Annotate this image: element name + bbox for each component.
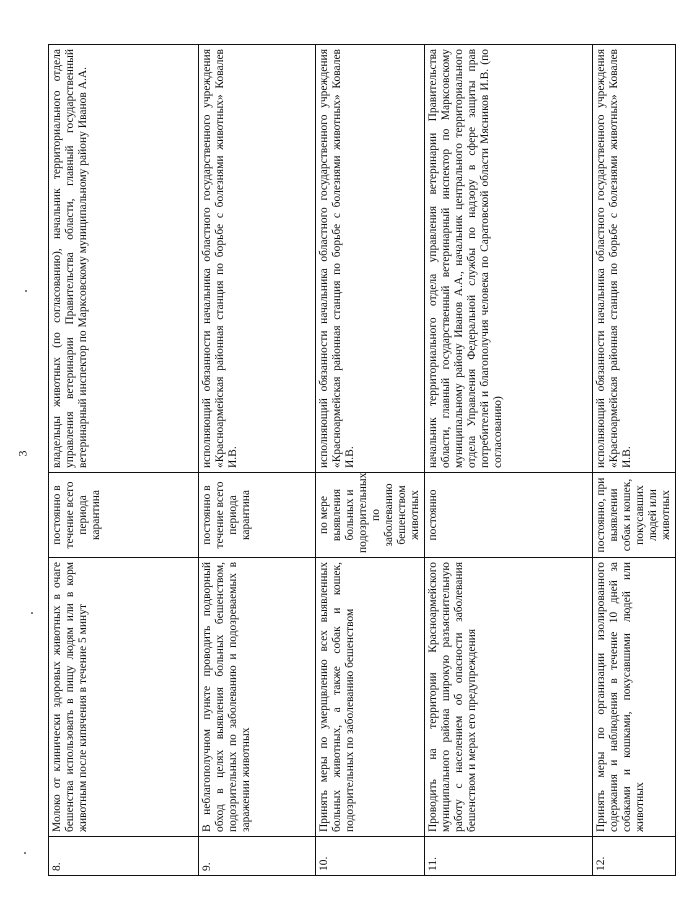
scan-speck — [25, 290, 27, 292]
row-responsible: исполняющий обязанности начальника областного государственного учреждения «Красноармейская районная станция по борьбе с болезнями животных» Ковалев И.В. — [199, 45, 316, 473]
row-term: постоянно — [425, 473, 593, 558]
scan-speck — [31, 612, 33, 614]
row-term: по мере выявления больных и подозрительных по заболеванию бешенством животных — [316, 473, 425, 558]
row-action: Проводить на территории Красноармейского муниципального района широкую разъяснительную работу с населением об опасности заболевания бешенством и мерах его предупреждения — [425, 558, 593, 837]
measures-table — [48, 44, 676, 876]
row-responsible: исполняющий обязанности начальника областного государственного учреждения «Красноармейская районная станция по борьбе с болезнями животных» Ковалев И.В. — [593, 45, 676, 473]
row-number: 11. — [425, 837, 593, 876]
table-row — [316, 45, 425, 876]
row-responsible: начальник территориального отдела управления ветеринарии Правительства области, главный государственный ветеринарный инспектор по Марксовскому муниципальному району Иванов А.А., начальник центрального территориального отдела Управления Федеральной службы по надзору в сфере защиты прав потребителей и благополучия человека по Саратовской области Мясников И.В. (по согласованию) — [425, 45, 593, 473]
table-row — [199, 45, 316, 876]
row-responsible: владельцы животных (по согласованию), начальник территориального отдела управления ветеринарии Правительства области, главный государственный ветеринарный инспектор по Марксовскому муниципальному району Иванов А.А. — [49, 45, 199, 473]
row-action: В неблагополучном пункте проводить подворный обход в целях выявления больных бешенством, подозрительных по заболеванию и подозреваемых в заражении животных — [199, 558, 316, 837]
row-action: Молоко от клинически здоровых животных в очаге бешенства использовать в пищу людям или в корм животным после кипячения в течение 5 минут — [49, 558, 199, 837]
row-action: Принять меры по умерщвлению всех выявленных больных животных, а также собак и кошек, подозрительных по заболеванию бешенством — [316, 558, 425, 837]
row-number: 9. — [199, 837, 316, 876]
row-term: постоянно в течение всего периода карантина — [49, 473, 199, 558]
row-term: постоянно, при выявлении собак и кошек, покусавших людей или животных — [593, 473, 676, 558]
page-number: 3 — [15, 450, 30, 457]
row-number: 10. — [316, 837, 425, 876]
row-number: 8. — [49, 837, 199, 876]
rotated-measures-table — [48, 44, 672, 876]
row-action: Принять меры по организации изолированного содержания и наблюдения в течение 10 дней за собаками и кошками, покусавшими людей или животных — [593, 558, 676, 837]
scan-speck — [24, 852, 26, 854]
table-row — [49, 45, 199, 876]
table-row — [593, 45, 676, 876]
row-number: 12. — [593, 837, 676, 876]
row-responsible: исполняющий обязанности начальника областного государственного учреждения «Красноармейская районная станция по борьбе с болезнями животных» Ковалев И.В. — [316, 45, 425, 473]
row-term: постоянно в течение всего периода карантина — [199, 473, 316, 558]
table-row — [425, 45, 593, 876]
